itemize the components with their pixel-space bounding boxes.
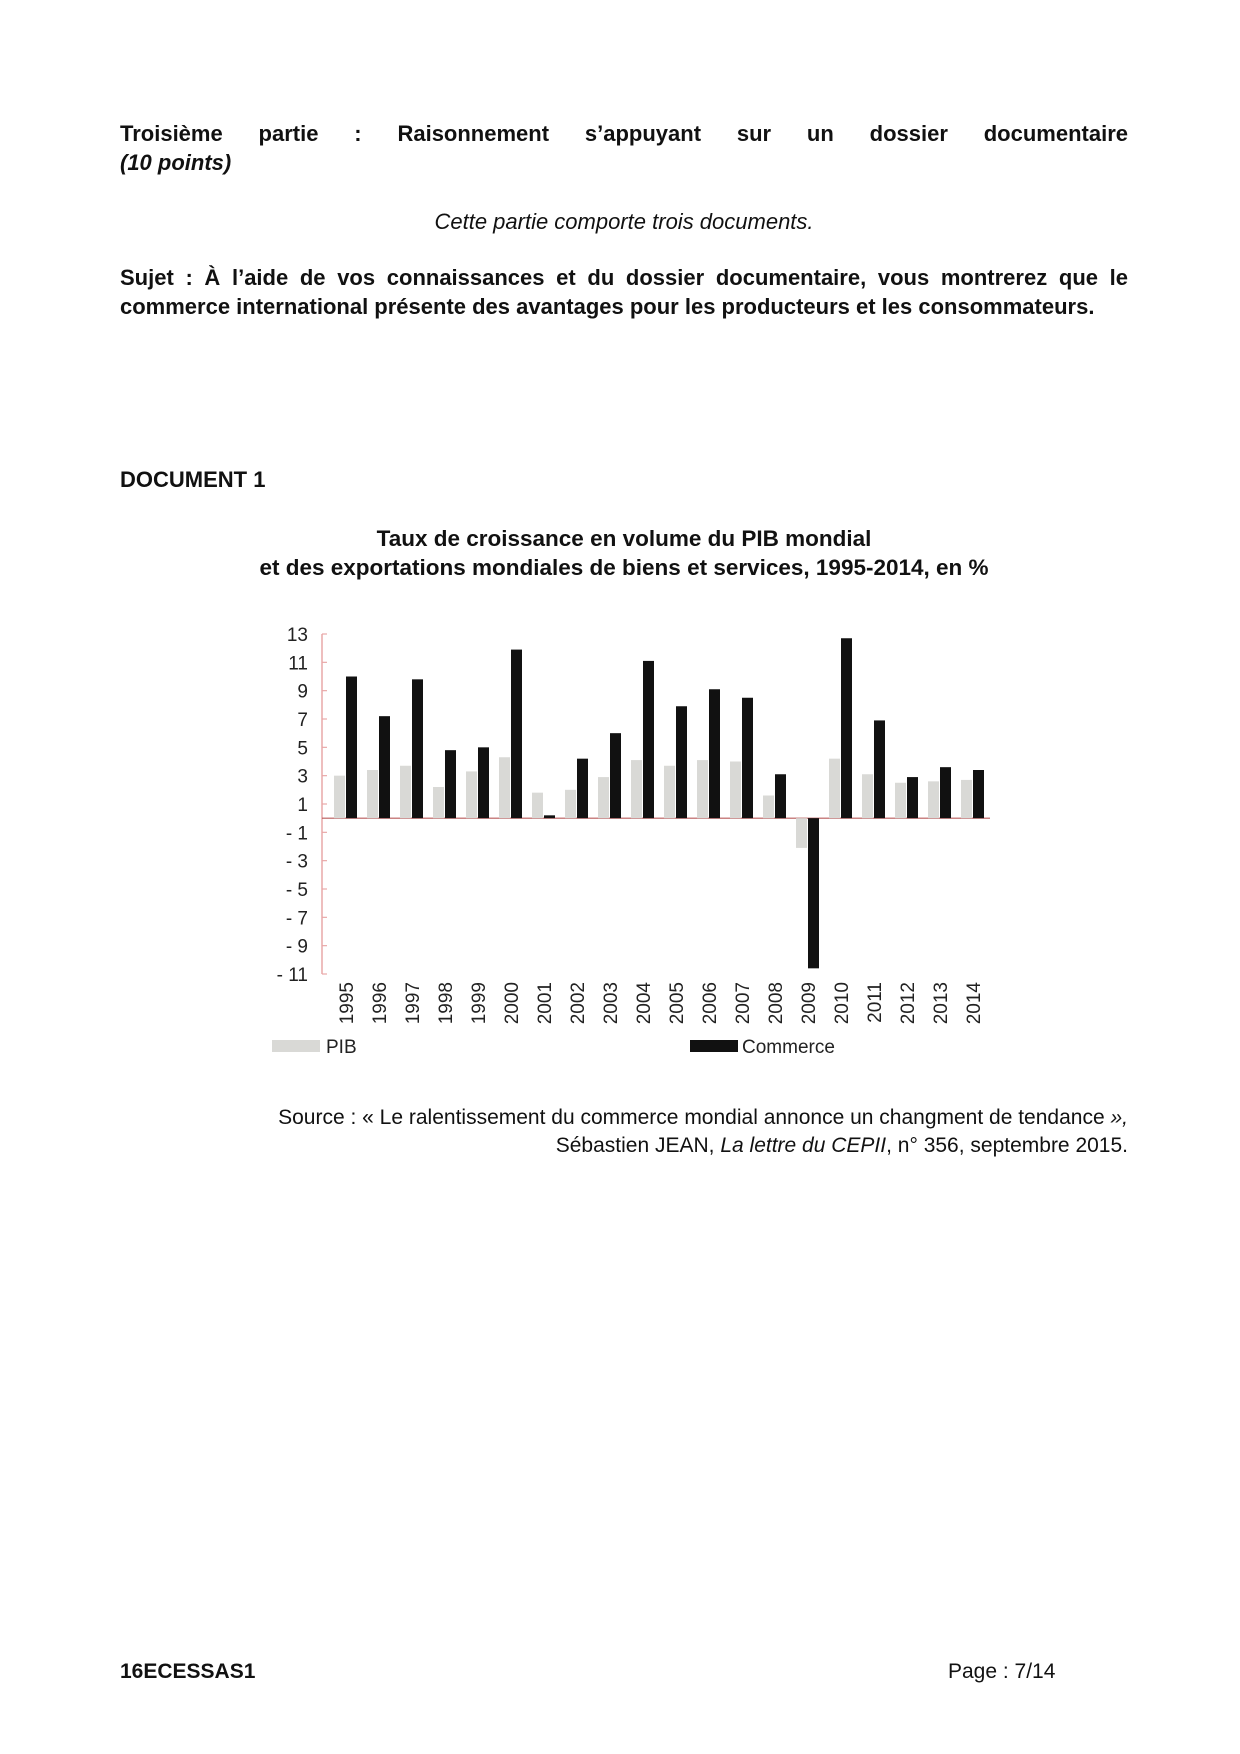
bar-pib-1998 — [433, 787, 444, 818]
x-tick-label: 2001 — [535, 982, 556, 1025]
y-tick-label: 5 — [297, 738, 308, 760]
bar-pib-1995 — [334, 776, 345, 819]
bar-pib-1999 — [466, 771, 477, 818]
bar-commerce-2014 — [973, 770, 984, 818]
x-tick-label: 2012 — [898, 982, 919, 1025]
bar-pib-2013 — [928, 781, 939, 818]
bar-pib-2005 — [664, 766, 675, 818]
bar-pib-2007 — [730, 762, 741, 819]
bar-commerce-2005 — [676, 706, 687, 818]
source-line1 — [128, 1104, 1128, 1132]
x-tick-label: 2002 — [568, 982, 589, 1025]
source-author: Sébastien JEAN, — [555, 1134, 721, 1157]
chart-title-line1: Taux de croissance en volume du PIB mondial — [376, 526, 872, 551]
bar-commerce-2013 — [940, 767, 951, 818]
part-heading-points: (10 points) — [120, 150, 232, 175]
y-tick-label: - 1 — [285, 823, 308, 845]
footer-page-number: Page : 7/14 — [948, 1660, 1056, 1683]
x-tick-label: 1995 — [337, 982, 358, 1025]
source-line1-text: Source : « Le ralentissement du commerce mondial annonce un changment de tendance — [278, 1106, 1105, 1129]
bar-pib-2014 — [961, 780, 972, 818]
footer-exam-code: 16ECESSAS1 — [120, 1660, 256, 1683]
growth-bar-chart — [250, 618, 1010, 1078]
y-tick-label: - 3 — [285, 851, 308, 873]
bar-commerce-1997 — [412, 679, 423, 818]
x-tick-label: 2008 — [766, 982, 787, 1025]
chart-title-line2: et des exportations mondiales de biens et services, 1995-2014, en % — [259, 555, 989, 580]
y-tick-label: 3 — [297, 766, 308, 788]
intro-text: Cette partie comporte trois documents. — [434, 209, 814, 234]
bar-commerce-2010 — [841, 638, 852, 818]
bar-pib-2006 — [697, 760, 708, 818]
subject-text: Sujet : À l’aide de vos connaissances et du dossier documentaire, vous montrerez que le commerce international présente des avantages pour les producteurs et les consommateurs. — [120, 265, 1128, 319]
source-journal: La lettre du CEPII — [720, 1134, 887, 1157]
bar-commerce-2003 — [610, 733, 621, 818]
x-tick-label: 1998 — [436, 982, 457, 1025]
bar-commerce-1995 — [346, 677, 357, 819]
x-tick-label: 1996 — [370, 982, 391, 1025]
y-tick-label: 9 — [297, 681, 308, 703]
x-tick-label: 2006 — [700, 982, 721, 1025]
part-heading-title: Troisième partie : Raisonnement s’appuyant sur un dossier documentaire — [120, 121, 1128, 146]
bar-commerce-1998 — [445, 750, 456, 818]
x-tick-label: 2004 — [634, 982, 655, 1025]
bar-commerce-2004 — [643, 661, 654, 818]
bar-pib-2000 — [499, 757, 510, 818]
bar-commerce-1996 — [379, 716, 390, 818]
bar-pib-2012 — [895, 783, 906, 818]
legend-label-pib: PIB — [326, 1037, 357, 1058]
bar-commerce-2000 — [511, 650, 522, 819]
x-tick-label: 2013 — [931, 982, 952, 1025]
x-tick-label: 2010 — [832, 982, 853, 1025]
x-tick-label: 2014 — [964, 982, 985, 1025]
x-tick-label: 2005 — [667, 982, 688, 1025]
bar-commerce-2012 — [907, 777, 918, 818]
document-label: DOCUMENT 1 — [120, 467, 266, 492]
source-line2 — [128, 1132, 1128, 1160]
bar-pib-2009 — [796, 818, 807, 848]
bar-pib-2010 — [829, 759, 840, 819]
bar-pib-2003 — [598, 777, 609, 818]
bar-pib-2008 — [763, 796, 774, 819]
y-tick-label: 11 — [288, 653, 308, 675]
y-tick-label: - 9 — [285, 936, 308, 958]
bar-pib-1997 — [400, 766, 411, 818]
bar-pib-2001 — [532, 793, 543, 819]
bar-commerce-1999 — [478, 747, 489, 818]
x-tick-label: 2000 — [502, 982, 523, 1025]
bar-commerce-2002 — [577, 759, 588, 819]
source-line1-close: », — [1104, 1106, 1128, 1129]
legend-label-commerce: Commerce — [742, 1037, 835, 1058]
bar-commerce-2009 — [808, 818, 819, 968]
x-tick-label: 1997 — [403, 982, 424, 1025]
bar-pib-2002 — [565, 790, 576, 818]
y-tick-label: - 7 — [285, 908, 308, 930]
y-tick-label: 1 — [297, 795, 308, 816]
y-tick-label: 13 — [286, 625, 308, 646]
bar-commerce-2006 — [709, 689, 720, 818]
part-heading — [120, 119, 1128, 177]
bar-pib-2011 — [862, 774, 873, 818]
legend-swatch-commerce — [690, 1040, 738, 1052]
bar-commerce-2007 — [742, 698, 753, 818]
source-issue: , n° 356, septembre 2015. — [886, 1134, 1128, 1157]
x-tick-label: 2007 — [733, 982, 754, 1025]
y-tick-label: - 11 — [276, 965, 308, 986]
bar-commerce-2011 — [874, 720, 885, 818]
x-tick-label: 2011 — [865, 982, 886, 1023]
bar-commerce-2001 — [544, 815, 555, 818]
x-tick-label: 2009 — [799, 982, 820, 1025]
source-citation — [128, 1104, 1128, 1160]
y-tick-label: - 5 — [285, 880, 308, 901]
chart-title — [120, 524, 1128, 582]
bar-pib-2004 — [631, 760, 642, 818]
x-tick-label: 1999 — [469, 982, 490, 1025]
bar-commerce-2008 — [775, 774, 786, 818]
y-tick-label: 7 — [297, 710, 308, 731]
x-tick-label: 2003 — [601, 982, 622, 1025]
legend-swatch-pib — [272, 1040, 320, 1052]
bar-pib-1996 — [367, 770, 378, 818]
